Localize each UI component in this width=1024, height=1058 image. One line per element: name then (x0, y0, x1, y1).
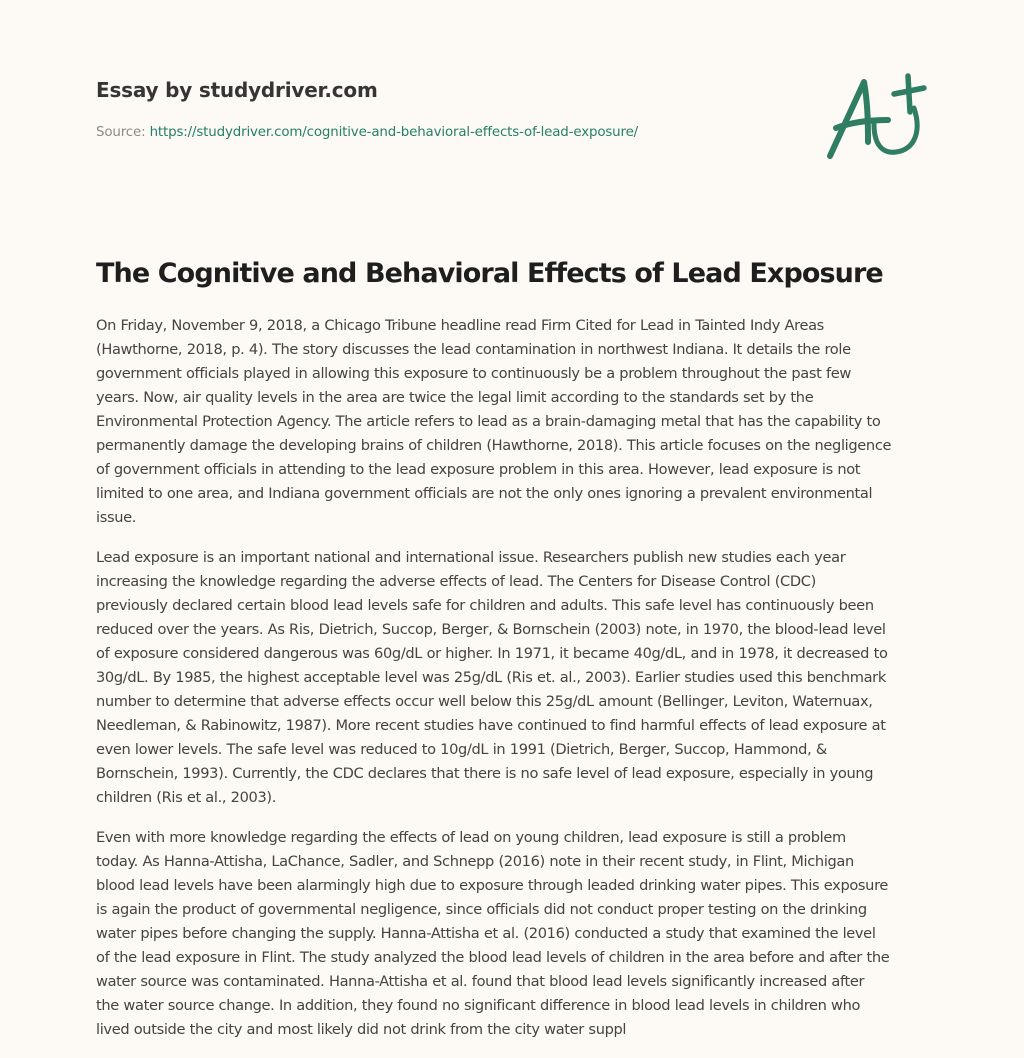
a-plus-grade-icon (818, 68, 933, 168)
text-line: Needleman, & Rabinowitz, 1987). More recent studies have continued to find harmful effects of lead exposure at (96, 717, 886, 734)
text-line: limited to one area, and Indiana government officials are not the only ones ignoring a prevalent environmental (96, 485, 873, 502)
text-line: today. As Hanna-Attisha, LaChance, Sadler, and Schnepp (2016) note in their recent study, in Flint, Michigan (96, 853, 854, 870)
paragraph-1 (96, 314, 932, 530)
text-line: government officials played in allowing this exposure to continuously be a problem throughout the past few (96, 365, 851, 382)
text-line: years. Now, air quality levels in the area are twice the legal limit according to the standards set by the (96, 389, 814, 406)
essay-header (96, 76, 796, 142)
text-line: increasing the knowledge regarding the adverse effects of lead. The Centers for Disease Control (CDC) (96, 573, 816, 590)
text-line: of exposure considered dangerous was 60g/dL or higher. In 1971, it became 40g/dL, and in 1978, it decreased to (96, 645, 888, 662)
text-line: water pipes before changing the supply. Hanna-Attisha et al. (2016) conducted a study that examined the level (96, 925, 876, 942)
text-line: permanently damage the developing brains of children (Hawthorne, 2018). This article focuses on the negligence (96, 437, 892, 454)
text-line: blood lead levels have been alarmingly high due to exposure through leaded drinking water pipes. This exposure (96, 877, 889, 894)
paragraph-2 (96, 546, 932, 810)
text-line: even lower levels. The safe level was reduced to 10g/dL in 1991 (Dietrich, Berger, Succop, Hammond, & (96, 741, 827, 758)
text-line: Bornschein, 1993). Currently, the CDC declares that there is no safe level of lead exposure, especially in young (96, 765, 874, 782)
text-line: the water source change. In addition, they found no significant difference in blood lead levels in children who (96, 997, 861, 1014)
source-line (96, 124, 796, 142)
source-label: Source: (96, 125, 150, 140)
article-body (96, 314, 932, 1058)
text-line: of the lead exposure in Flint. The study analyzed the blood lead levels of children in the area before and after the (96, 949, 890, 966)
text-line: lived outside the city and most likely did not drink from the city water suppl (96, 1021, 627, 1038)
text-line: 30g/dL. By 1985, the highest acceptable level was 25g/dL (Ris et. al., 2003). Earlier studies used this benchmark (96, 669, 886, 686)
article-title: The Cognitive and Behavioral Effects of Lead Exposure (96, 258, 883, 289)
text-line: children (Ris et al., 2003). (96, 789, 277, 806)
paragraph-3 (96, 826, 932, 1042)
text-line: issue. (96, 509, 137, 526)
text-line: is again the product of governmental negligence, since officials did not conduct proper testing on the drinking (96, 901, 867, 918)
text-line: of government officials in attending to the lead exposure problem in this area. However, lead exposure is not (96, 461, 861, 478)
text-line: Even with more knowledge regarding the effects of lead on young children, lead exposure is still a problem (96, 829, 846, 846)
text-line: water source was contaminated. Hanna-Attisha et al. found that blood lead levels significantly increased after (96, 973, 865, 990)
text-line: Lead exposure is an important national and international issue. Researchers publish new studies each year (96, 549, 846, 566)
brand-title: Essay by studydriver.com (96, 78, 378, 102)
text-line: (Hawthorne, 2018, p. 4). The story discusses the lead contamination in northwest Indiana. It details the role (96, 341, 851, 358)
text-line: previously declared certain blood lead levels safe for children and adults. This safe level has continuously been (96, 597, 874, 614)
text-line: number to determine that adverse effects occur well below this 25g/dL amount (Bellinger, Leviton, Waternuax, (96, 693, 873, 710)
source-link[interactable]: https://studydriver.com/cognitive-and-behavioral-effects-of-lead-exposure/ (149, 125, 639, 140)
text-line: Environmental Protection Agency. The article refers to lead as a brain-damaging metal that has the capability to (96, 413, 881, 430)
text-line: On Friday, November 9, 2018, a Chicago Tribune headline read Firm Cited for Lead in Tainted Indy Areas (96, 317, 824, 334)
text-line: reduced over the years. As Ris, Dietrich, Succop, Berger, & Bornschein (2003) note, in 1970, the blood-lead level (96, 621, 886, 638)
